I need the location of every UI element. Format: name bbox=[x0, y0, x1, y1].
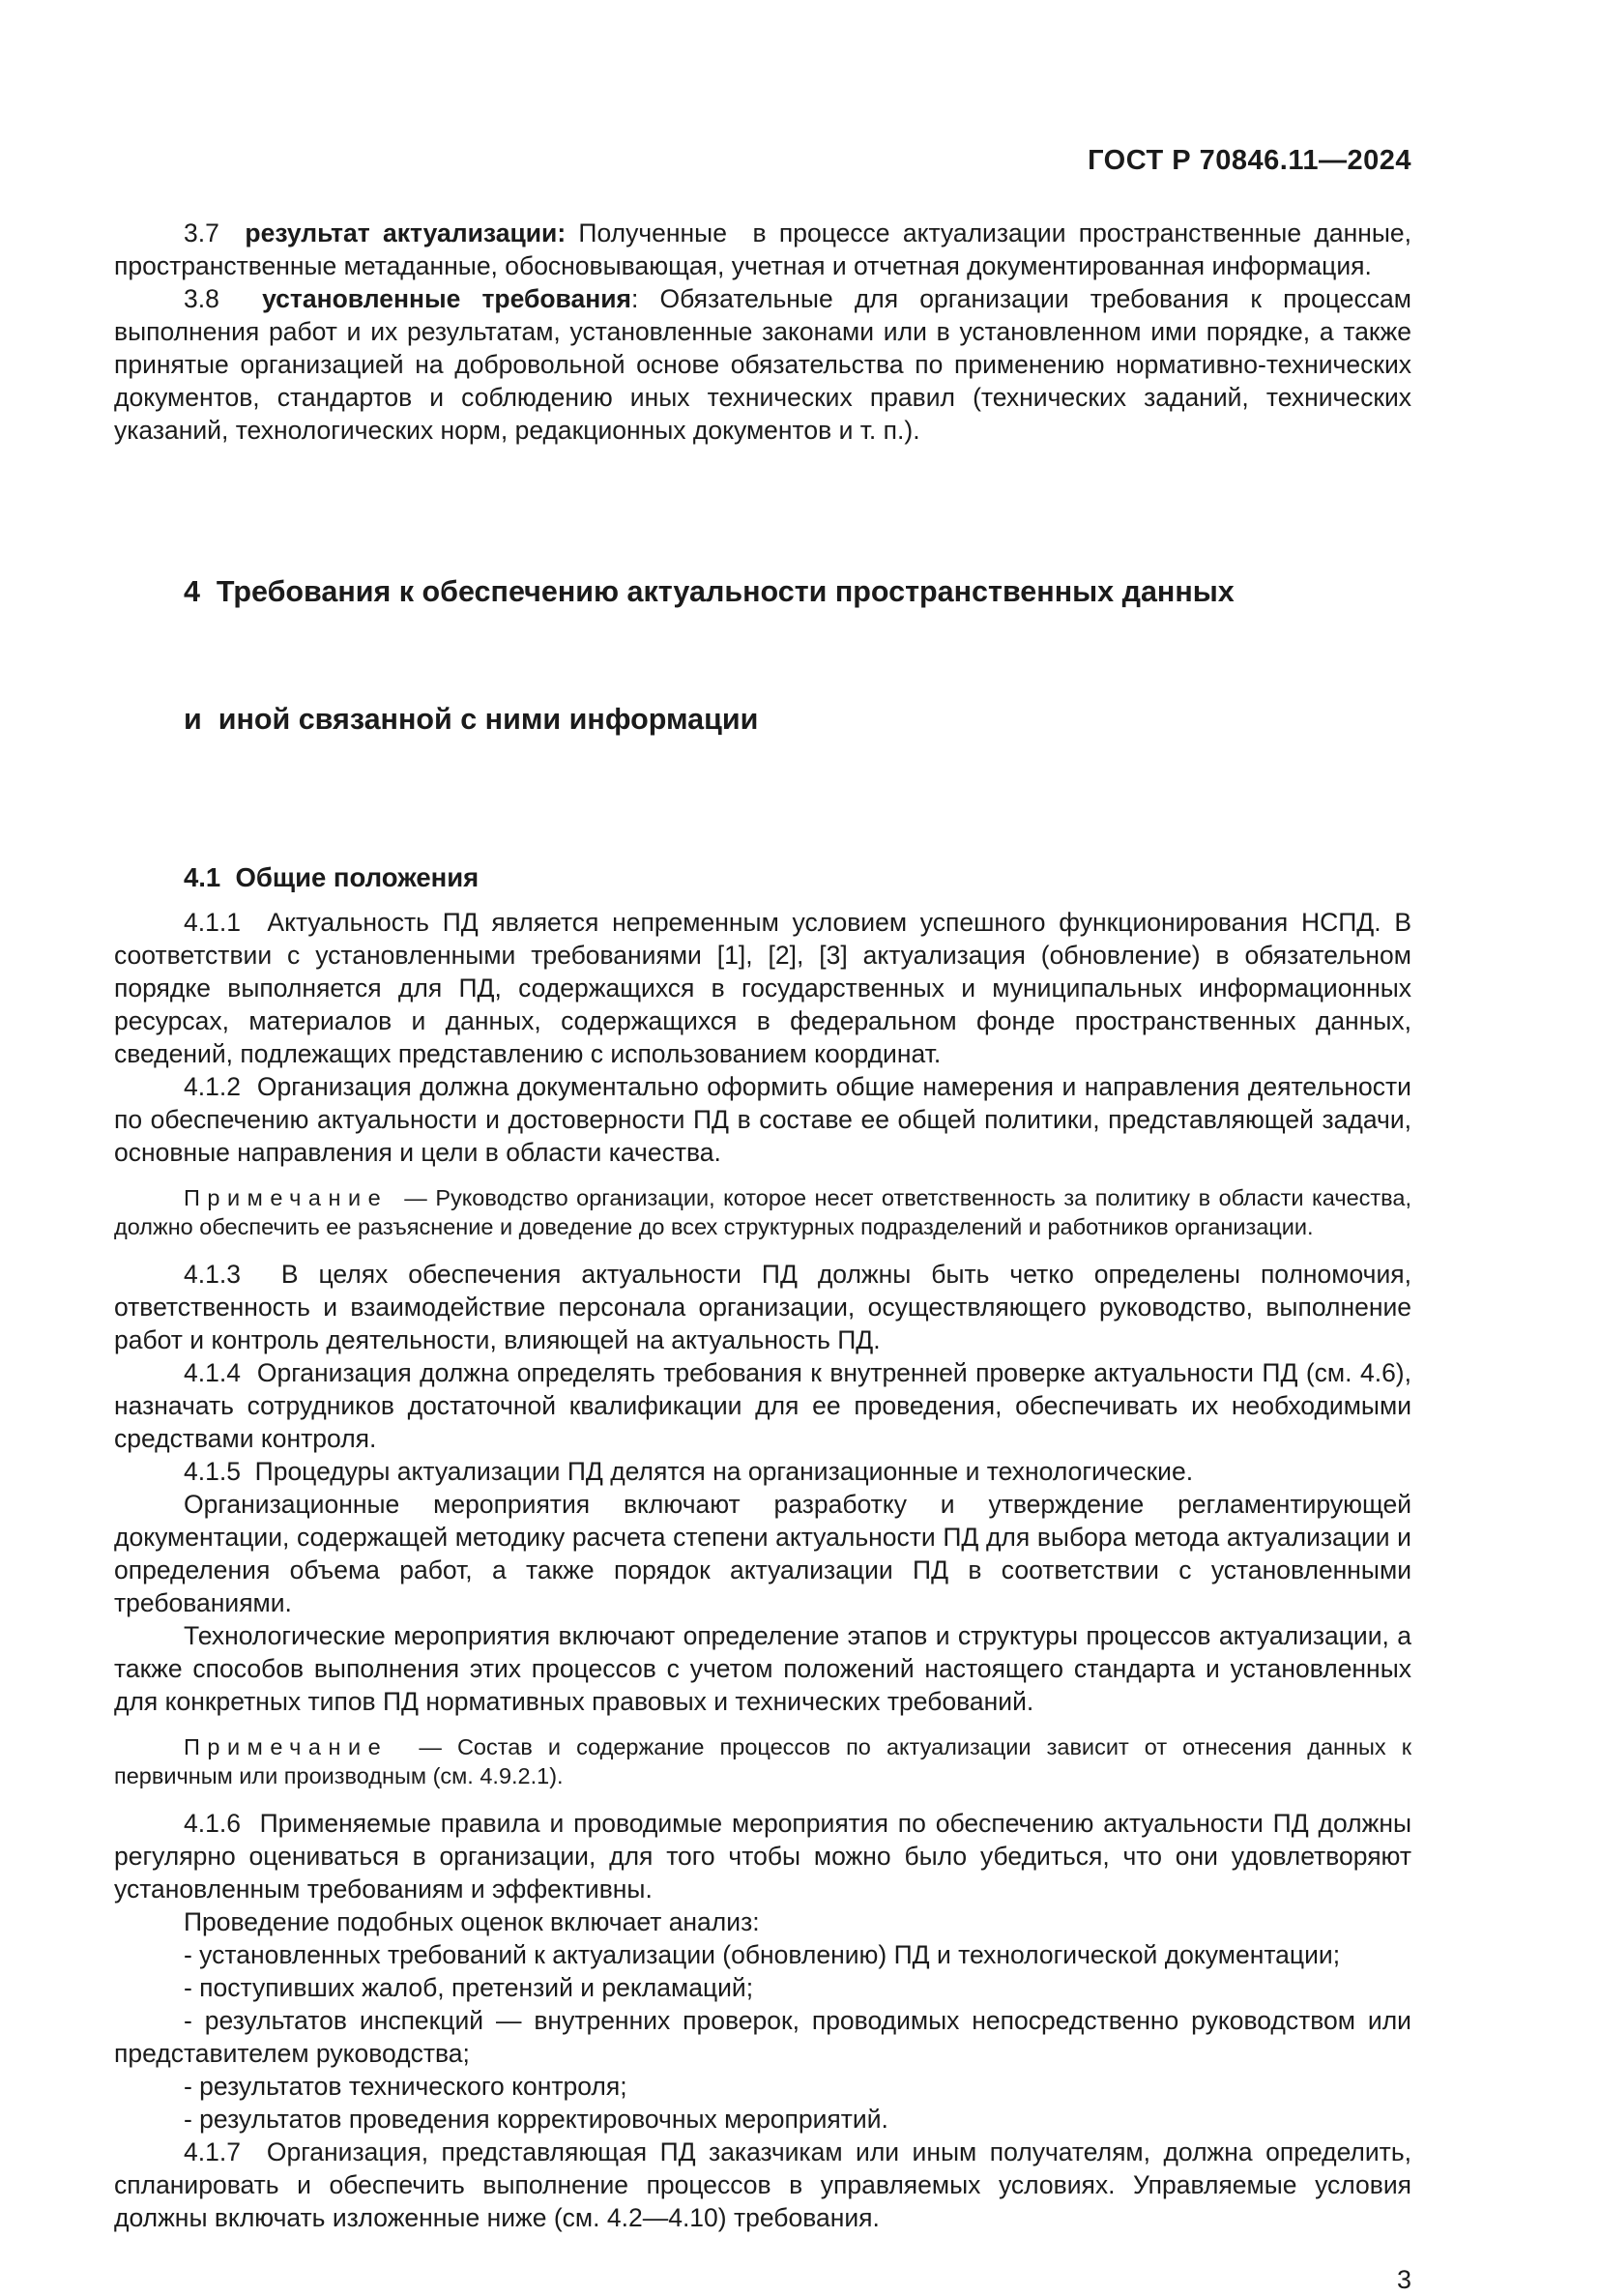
paragraph-4-1-1: 4.1.1 Актуальность ПД является непременным условием успешного функционирования НСПД. В соответствии с установленными требованиями [1], [2], [3] актуализация (обновление) в обязательном порядке выполняется для ПД, содержащихся в государственных и муниципальных информационных ресурсах, материалов и данных, содержащихся в федеральном фонде пространственных данных, сведений, подлежащих представлению с использованием координат. bbox=[114, 908, 1419, 1068]
list-item: - результатов инспекций — внутренних проверок, проводимых непосредственно руководством или представителем руководства; bbox=[114, 2006, 1419, 2068]
paragraph-4-1-6: 4.1.6 Применяемые правила и проводимые мероприятия по обеспечению актуальности ПД должны регулярно оцениваться в организации, для того чтобы можно было убедиться, что они удовлетворяют установленным требованиям и эффективны. bbox=[114, 1809, 1419, 1904]
list-item: - результатов проведения корректировочных мероприятий. bbox=[184, 2105, 888, 2134]
note-label: Примечание bbox=[184, 1734, 389, 1759]
term-definition-3-8 bbox=[114, 282, 1419, 447]
term-text: Полученные в процессе актуализации пространственные данные, пространственные метаданные, обосновывающая, учетная и отчетная документированная информация. bbox=[114, 218, 1419, 280]
term-text: : Обязательные для организации требования к процессам выполнения работ и их результатам, установленные законами или в установленном ими порядке, а также принятые организацией на добровольной основе обязательства по применению нормативно-технических документов, стандартов и соблюдению иных технических правил (технических заданий, технических указаний, технологических норм, редакционных документов и т. п.). bbox=[114, 284, 1419, 445]
term-number: 3.7 bbox=[184, 218, 246, 247]
subsection-heading: 4.1 Общие положения bbox=[184, 862, 480, 892]
list-item: - результатов технического контроля; bbox=[184, 2072, 627, 2101]
paragraph-technological: Технологические мероприятия включают определение этапов и структуры процессов актуализации, а также способов выполнения этих процессов с учетом положений настоящего стандарта и установленных для конкретных типов ПД нормативных правовых и технических требований. bbox=[114, 1621, 1419, 1716]
section-heading-line-1: 4 Требования к обеспечению актуальности пространственных данных bbox=[184, 575, 1235, 608]
section-heading-line-2: и иной связанной с ними информации bbox=[184, 703, 759, 736]
page-number: 3 bbox=[1396, 2265, 1411, 2294]
note-text: — Состав и содержание процессов по актуализации зависит от отнесения данных к первичным или производным (см. 4.9.2.1). bbox=[114, 1734, 1418, 1788]
section-heading bbox=[114, 485, 1411, 826]
running-header: ГОСТ Р 70846.11—2024 bbox=[1088, 145, 1411, 176]
note-1 bbox=[114, 1183, 1418, 1241]
term-name: установленные требования bbox=[262, 284, 631, 313]
term-number: 3.8 bbox=[184, 284, 263, 313]
page-content bbox=[114, 217, 1419, 2296]
paragraph-4-1-3: 4.1.3 В целях обеспечения актуальности ПД должны быть четко определены полномочия, ответственность и взаимодействие персонала организации, осуществляющего руководство, выполнение работ и контроль деятельности, влияющей на актуальность ПД. bbox=[114, 1260, 1419, 1354]
paragraph-4-1-5: 4.1.5 Процедуры актуализации ПД делятся на организационные и технологические. bbox=[184, 1457, 1194, 1486]
paragraph-4-1-2: 4.1.2 Организация должна документально оформить общие намерения и направления деятельности по обеспечению актуальности и достоверности ПД в составе ее общей политики, представляющей задачи, основные направления и цели в области качества. bbox=[114, 1072, 1419, 1167]
note-label: Примечание bbox=[184, 1185, 389, 1210]
list-item: - установленных требований к актуализации (обновлению) ПД и технологической документации; bbox=[184, 1940, 1341, 1969]
paragraph-4-1-7: 4.1.7 Организация, представляющая ПД заказчикам или иным получателям, должна определить, спланировать и обеспечить выполнение процессов в управляемых условиях. Управляемые условия должны включать изложенные ниже (см. 4.2—4.10) требования. bbox=[114, 2137, 1419, 2232]
term-definition-3-7 bbox=[114, 217, 1419, 282]
list-item: - поступивших жалоб, претензий и рекламаций; bbox=[184, 1973, 754, 2002]
term-name: результат актуализации: bbox=[245, 218, 567, 247]
paragraph-4-1-4: 4.1.4 Организация должна определять требования к внутренней проверке актуальности ПД (см. 4.6), назначать сотрудников достаточной квалификации для ее проведения, обеспечивать их необходимыми средствами контроля. bbox=[114, 1358, 1419, 1453]
paragraph-organizational: Организационные мероприятия включают разработку и утверждение регламентирующей документации, содержащей методику расчета степени актуальности ПД для выбора метода актуализации и определения объема работ, а также порядок актуализации ПД в соответствии с установленными требованиями. bbox=[114, 1490, 1419, 1617]
note-2 bbox=[114, 1732, 1418, 1790]
paragraph-list-intro: Проведение подобных оценок включает анализ: bbox=[184, 1907, 760, 1936]
note-text: — Руководство организации, которое несет ответственность за политику в области качества, должно обеспечить ее разъяснение и доведение до всех структурных подразделений и работников организации. bbox=[114, 1185, 1418, 1239]
